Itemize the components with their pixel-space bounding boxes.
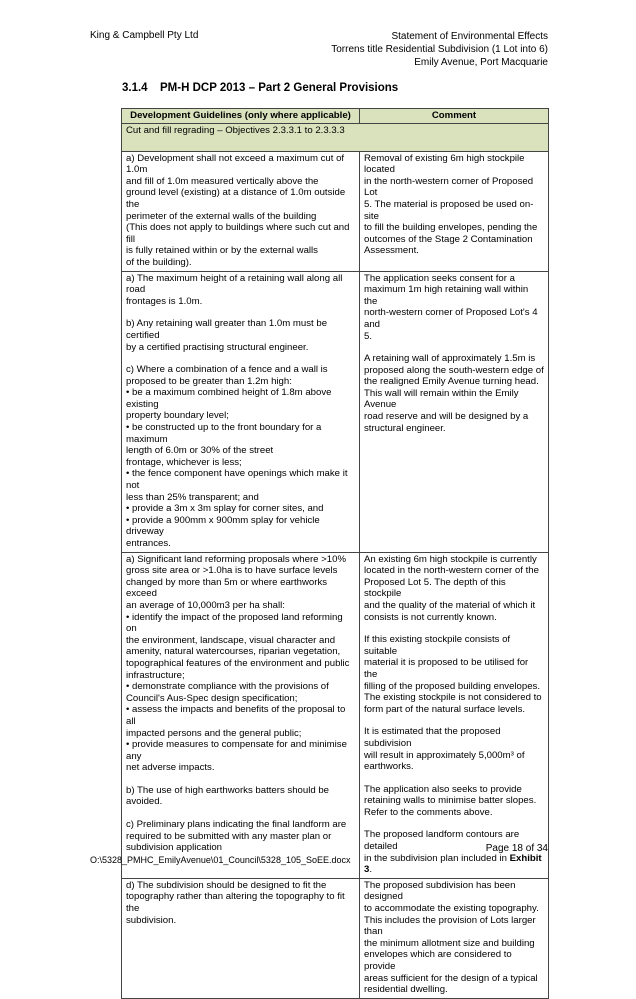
table-row: [122, 878, 549, 998]
comment-cell: [360, 151, 549, 271]
comment-text: A retaining wall of approximately 1.5m is proposed along the south-western edge of the realigned Emily Avenue turning head. This wall will remain within the Emily Avenue road reserve and will be designed by a structural engineer.: [364, 353, 544, 434]
header-doc-title: Statement of Environmental Effects: [391, 31, 548, 42]
guideline-cell: [122, 151, 360, 271]
comment-cell: [360, 878, 549, 998]
table-row: [122, 271, 549, 552]
comment-text: The application also seeks to provide retaining walls to minimise batter slopes. Refer to the comments above.: [364, 783, 537, 818]
guideline-text: c) Preliminary plans indicating the final landform are required to be submitted with any master plan or subdivision application: [126, 819, 347, 854]
guidelines-table: [121, 108, 549, 999]
section-heading: [122, 82, 398, 94]
table-header-row: [122, 109, 549, 124]
col-header-comment: Comment: [360, 109, 549, 124]
table-row: [122, 151, 549, 271]
guideline-text: b) Any retaining wall greater than 1.0m must be certified by a certified practising structural engineer.: [126, 318, 328, 353]
comment-text-prefix: The proposed landform contours are detailed in the subdivision plan included in: [364, 829, 520, 864]
guideline-text: c) Where a combination of a fence and a wall is proposed to be greater than 1.2m high: • be a maximum combined height of 1.8m above existing property boundary level; • be constructed up to the front boundary for a maximum length of 6.0m or 30% of the street frontage, whichever is less; • the fence component have openings which make it not less than 25% transparent; and • provide a 3m x 3m splay for corner sites, and • provide a 900mm x 900mm splay for vehicle driveway entrances.: [126, 364, 348, 549]
header-location: Emily Avenue, Port Macquarie: [414, 57, 548, 68]
section-number: 3.1.4: [122, 82, 148, 94]
guideline-text: b) The use of high earthworks batters should be avoided.: [126, 784, 330, 808]
comment-text: If this existing stockpile consists of suitable material it is proposed to be utilised for the filling of the proposed building envelopes. The existing stockpile is not considered to form part of the natural surface levels.: [364, 634, 542, 715]
guideline-text: a) The maximum height of a retaining wall along all road frontages is 1.0m.: [126, 272, 343, 307]
table-subheading-row: [122, 123, 549, 151]
section-title: PM-H DCP 2013 – Part 2 General Provisions: [160, 82, 399, 94]
guideline-cell: [122, 271, 360, 552]
page-number: Page 18 of 34: [485, 843, 548, 854]
header-right-block: [331, 30, 548, 69]
comment-cell: [360, 552, 549, 878]
col-header-guidelines: Development Guidelines (only where applicable): [122, 109, 360, 124]
exhibit-reference: Exhibit 3: [364, 852, 542, 876]
comment-text-suffix: .: [369, 864, 373, 876]
guideline-cell: [122, 552, 360, 878]
header-project: Torrens title Residential Subdivision (1 Lot into 6): [331, 44, 548, 55]
comment-text: Removal of existing 6m high stockpile located in the north-western corner of Proposed Lot 5. The material is proposed be used on-site to fill the building envelopes, pending the outcomes of the Stage 2 Contamination Assessment.: [364, 152, 538, 257]
file-path: O:\5328_PMHC_EmilyAvenue\01_Council\5328_105_SoEE.docx: [90, 855, 351, 865]
comment-cell: [360, 271, 549, 552]
guideline-cell: [122, 878, 360, 998]
table-row: [122, 552, 549, 878]
comment-text: The application seeks consent for a maximum 1m high retaining wall within the north-western corner of Proposed Lot's 4 and 5.: [364, 272, 538, 342]
guideline-text: d) The subdivision should be designed to fit the topography rather than altering the topography to fit the subdivision.: [126, 879, 345, 926]
comment-text: It is estimated that the proposed subdivision will result in approximately 5,000m³ of earthworks.: [364, 726, 525, 773]
guideline-text: a) Development shall not exceed a maximum cut of 1.0m and fill of 1.0m measured vertically above the ground level (existing) at a distance of 1.0m outside the perimeter of the external walls of the building (This does not apply to buildings where such cut and fill is fully retained within or by the external walls of the building).: [126, 152, 350, 268]
comment-text: The proposed subdivision has been designed to accommodate the existing topography. This includes the provision of Lots larger than the minimum allotment size and building envelopes which are considered to provide areas sufficient for the design of a typical residential dwelling.: [364, 879, 539, 996]
table-subheading: Cut and fill regrading – Objectives 2.3.3.1 to 2.3.3.3: [122, 123, 549, 151]
comment-text: An existing 6m high stockpile is currently located in the north-western corner of the Proposed Lot 5. The depth of this stockpile and the quality of the material of which it consists is not currently known.: [364, 553, 539, 623]
guideline-text: a) Significant land reforming proposals where >10% gross site area or >1.0ha is to have surface levels changed by more than 5m or where earthworks exceed an average of 10,000m3 per ha shall: • identify the impact of the proposed land reforming on the environment, landscape, visual character and amenity, natural watercourses, riparian vegetation, topographical features of the environment and public infrastructure; • demonstrate compliance with the provisions of Council's Aus-Spec design specification; • assess the impacts and benefits of the proposal to all impacted persons and the general public; • provide measures to compensate for and minimise any net adverse impacts.: [126, 553, 350, 774]
header-company: King & Campbell Pty Ltd: [90, 30, 199, 41]
